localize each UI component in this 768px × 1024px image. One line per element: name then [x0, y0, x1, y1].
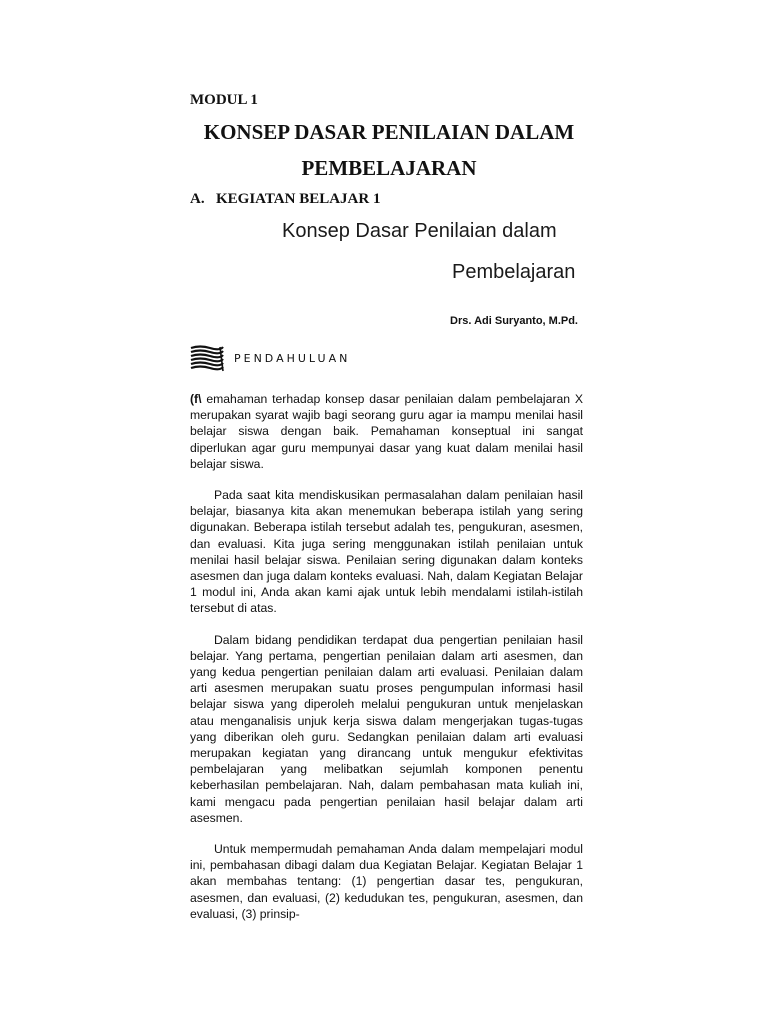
subtitle-line-2: Pembelajaran — [452, 261, 576, 283]
paragraph-1 — [190, 391, 583, 472]
stacked-lines-icon — [190, 344, 224, 372]
section-label: KEGIATAN BELAJAR 1 — [216, 191, 381, 207]
section-heading-a — [190, 191, 380, 208]
paragraph-4: Untuk mempermudah pemahaman Anda dalam mempelajari modul ini, pembahasan dibagi dalam dua Kegiatan Belajar. Kegiatan Belajar 1 akan membahas tentang: (1) pengertian dasar tes, pengukuran, asesmen, dan evaluasi, (2) kedudukan tes, pengukuran, asesmen, dan evaluasi, (3) prinsip- — [190, 842, 583, 921]
subtitle-line-1: Konsep Dasar Penilaian dalam — [282, 220, 557, 242]
paragraph-3: Dalam bidang pendidikan terdapat dua pengertian penilaian hasil belajar. Yang pertama, pengertian penilaian dalam arti asesmen, dan yang kedua pengertian penilaian dalam arti evaluasi. Penilaian dalam arti asesmen merupakan suatu proses pengumpulan informasi hasil belajar siswa yang diperoleh melalui pengukuran untuk menjelaskan atau menganalisis unjuk kerja siswa dalam mengerjakan tugas-tugas yang diberikan oleh guru. Sedangkan penilaian dalam arti evaluasi merupakan kegiatan yang dirancang untuk mengukur efektivitas pembelajaran yang melibatkan sejumlah komponen penentu keberhasilan pembelajaran. Nah, dalam pembahasan mata kuliah ini, kami mengacu pada pengertian penilaian hasil belajar dalam arti asesmen. — [190, 632, 583, 825]
pendahuluan-label: PENDAHULUAN — [234, 351, 351, 365]
pendahuluan-heading — [190, 344, 350, 372]
dropcap: (f\ — [190, 392, 202, 406]
paragraph-2: Pada saat kita mendiskusikan permasalahan dalam penilaian hasil belajar, biasanya kita akan menemukan beberapa istilah yang sering digunakan. Beberapa istilah tersebut adalah tes, pengukuran, asesmen, dan evaluasi. Kita juga sering menggunakan istilah penilaian untuk menilai hasil belajar siswa. Penilaian sering digunakan dalam konteks asesmen dan juga dalam konteks evaluasi. Nah, dalam Kegiatan Belajar 1 modul ini, Anda akan kami ajak untuk lebih mendalami istilah-istilah tersebut di atas. — [190, 488, 583, 616]
body-text — [190, 391, 583, 937]
title-line-1: KONSEP DASAR PENILAIAN DALAM — [203, 120, 575, 144]
module-label: MODUL 1 — [190, 92, 258, 108]
paragraph-1-text: emahaman terhadap konsep dasar penilaian dalam pembelajaran X merupakan syarat wajib bagi seorang guru agar ia mampu menilai hasil belajar siswa dengan baik. Pemahaman konseptual ini sangat diperlukan agar guru mempunyai dasar yang kuat dalam menilai hasil belajar siswa. — [190, 392, 583, 471]
title-line-2: PEMBELAJARAN — [301, 156, 477, 180]
author-name: Drs. Adi Suryanto, M.Pd. — [450, 315, 578, 327]
section-letter: A. — [190, 191, 205, 207]
